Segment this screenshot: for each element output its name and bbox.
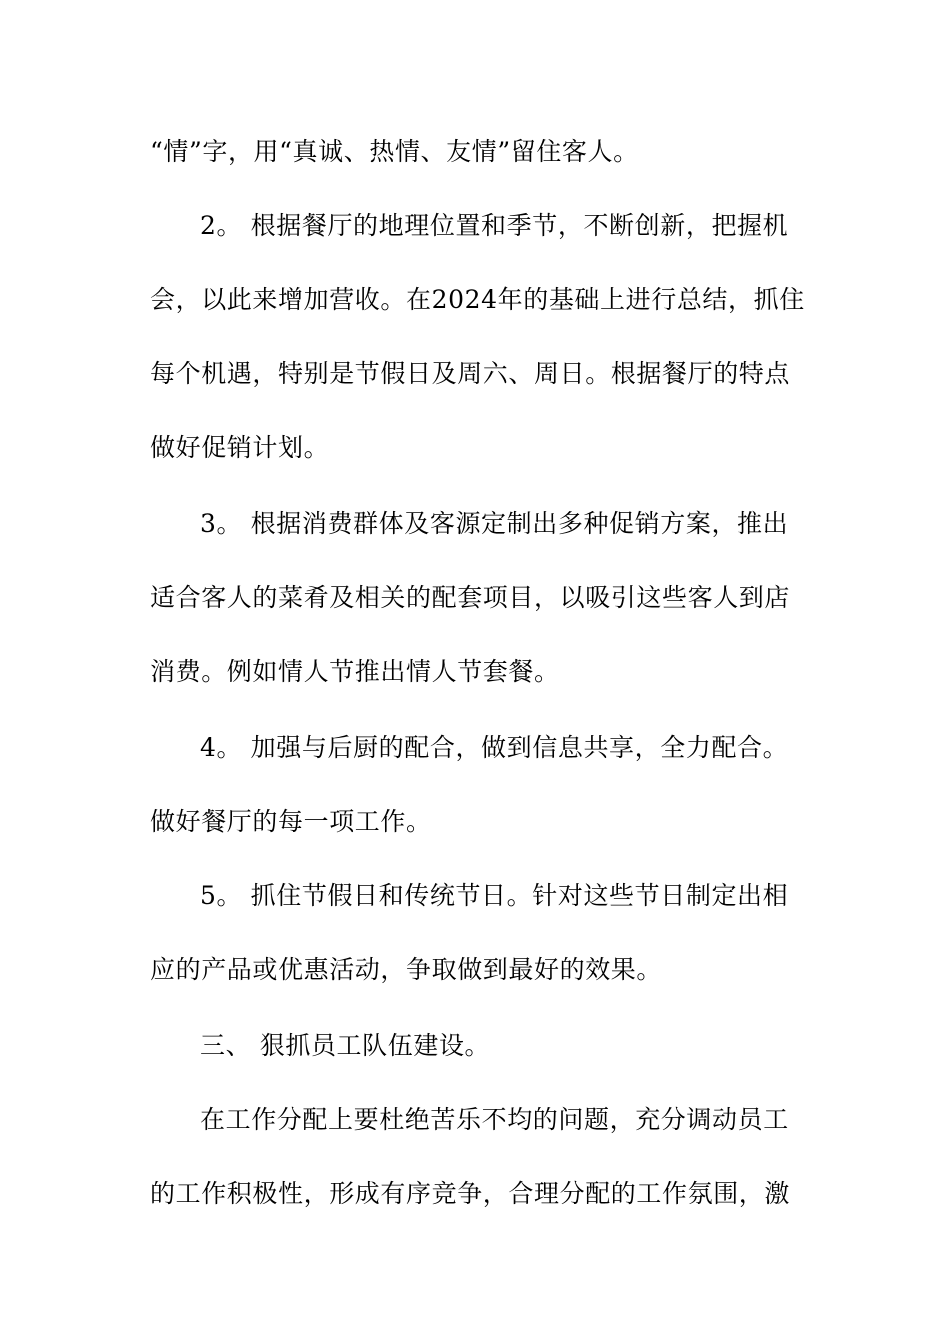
text-line: 消费。例如情人节推出情人节套餐。: [150, 657, 560, 686]
text-line: “情”字，用“真诚、热情、友情”留住客人。: [150, 137, 639, 166]
text-line: 的工作积极性，形成有序竞争，合理分配的工作氛围，激: [150, 1179, 791, 1208]
text-line: 做好促销计划。: [150, 433, 330, 462]
text-line: 每个机遇，特别是节假日及周六、周日。根据餐厅的特点: [150, 359, 791, 388]
text-line: 5。 抓住节假日和传统节日。针对这些节日制定出相: [200, 881, 789, 910]
text-line: 做好餐厅的每一项工作。: [150, 807, 432, 836]
text-line: 4。 加强与后厨的配合，做到信息共享，全力配合。: [200, 733, 789, 762]
text-line: 应的产品或优惠活动，争取做到最好的效果。: [150, 955, 663, 984]
text-line: 在工作分配上要杜绝苦乐不均的问题，充分调动员工: [200, 1105, 789, 1134]
text-line: 2。 根据餐厅的地理位置和季节，不断创新，把握机: [200, 211, 789, 240]
text-line: 会，以此来增加营收。在2024年的基础上进行总结，抓住: [150, 285, 805, 314]
text-line: 适合客人的菜肴及相关的配套项目，以吸引这些客人到店: [150, 583, 791, 612]
section-heading: 三、 狠抓员工队伍建设。: [200, 1031, 491, 1060]
text-line: 3。 根据消费群体及客源定制出多种促销方案，推出: [200, 509, 789, 538]
